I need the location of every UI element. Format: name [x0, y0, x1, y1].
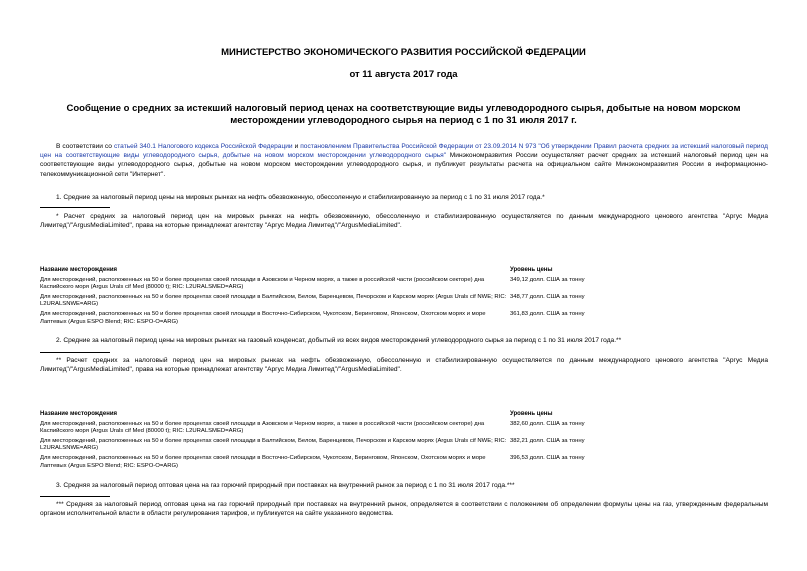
price-value: 382,60 долл. США за тонну	[510, 420, 585, 427]
government-decree-link[interactable]: постановлением Правительства Российской Федерации от 23.09.2014 N 973 "Об утверждении Правил расчета средних за истекший налоговый период цен на соответствующие виды углеводородного сырья, добытые на новом морском месторождении углеводородного сырья"	[40, 143, 768, 160]
section-1-price-table	[40, 267, 620, 328]
section-1-footnote: * Расчет средних за налоговый период цен на мировых рынках на нефть обезвоженную, обессоленную и стабилизированную осуществляется по данным международного ценового агентства "Аргус Медиа Лимитед"/"ArgusMediaLimited", права на которые принадлежат агентству "Аргус Медиа Лимитед"/"ArgusMediaLimited".	[40, 213, 768, 230]
table-row	[40, 455, 620, 472]
tax-code-link[interactable]: статьей 340.1 Налогового кодекса Российской Федерации	[113, 143, 293, 150]
intro-mid: и	[292, 143, 301, 150]
field-name: Для месторождений, расположенных на 50 и более процентах своей площади в Азовском и Черном морях, а также в российской части (российском секторе) дна Каспийского моря (Argus Urals cif Med (80000 t); RIC: L2URALSMED=ARG)	[40, 420, 485, 435]
intro-prefix: В соответствии со	[56, 143, 114, 150]
price-value: 348,77 долл. США за тонну	[510, 293, 585, 300]
section-2-heading: 2. Средние за налоговый период цены на мировых рынках на газовый конденсат, добытый из всех видов месторождений углеводородного сырья за период с 1 по 31 июля 2017 года.**	[56, 337, 622, 344]
column-header-name: Название месторождения	[40, 411, 118, 417]
field-name: Для месторождений, расположенных на 50 и более процентах своей площади в Восточно-Сибирском, Чукотском, Беринговом, Японском, Охотском морях и море Лаптевых (Argus ESPO Blend; RIC: ESPO-O=ARG)	[40, 454, 486, 469]
table-header-row	[40, 267, 620, 277]
footnote-divider	[40, 207, 110, 208]
intro-paragraph	[40, 142, 768, 179]
table-row	[40, 438, 620, 455]
field-name: Для месторождений, расположенных на 50 и более процентах своей площади в Восточно-Сибирском, Чукотском, Беринговом, Японском, Охотском морях и море Лаптевых (Argus ESPO Blend; RIC: ESPO-O=ARG)	[40, 310, 486, 325]
section-3-heading: 3. Средняя за налоговый период оптовая цена на газ горючий природный при поставках на внутренний рынок за период с 1 по 31 июля 2017 года.***	[56, 482, 515, 489]
section-1-heading: 1. Средние за налоговый период цены на мировых рынках на нефть обезвоженную, обессоленную и стабилизированную за период с 1 по 31 июля 2017 года.*	[56, 194, 545, 201]
price-value: 361,83 долл. США за тонну	[510, 310, 585, 317]
table-header-row	[40, 411, 620, 421]
column-header-price: Уровень цены	[510, 267, 553, 273]
table-row	[40, 294, 620, 311]
document-title: Сообщение о средних за истекший налоговый период ценах на соответствующие виды углеводородного сырья, добытые на новом морском месторождении углеводородного сырья на период с 1 по 31 июля 2017 г.	[66, 103, 741, 126]
footnote-divider	[40, 352, 110, 353]
field-name: Для месторождений, расположенных на 50 и более процентах своей площади в Азовском и Черном морях, а также в российской части (российском секторе) дна Каспийского моря (Argus Urals cif Med (80000 t); RIC: L2URALSMED=ARG)	[40, 276, 485, 291]
ministry-heading: МИНИСТЕРСТВО ЭКОНОМИЧЕСКОГО РАЗВИТИЯ РОССИЙСКОЙ ФЕДЕРАЦИИ	[221, 47, 586, 58]
price-value: 396,53 долл. США за тонну	[510, 454, 585, 461]
price-value: 382,21 долл. США за тонну	[510, 437, 585, 444]
column-header-price: Уровень цены	[510, 411, 553, 417]
table-row	[40, 311, 620, 328]
field-name: Для месторождений, расположенных на 50 и более процентах своей площади в Балтийском, Белом, Баренцевом, Печорском и Карском морях (Argus Urals cif NWE; RIC: L2URALSNWE=ARG)	[40, 293, 507, 308]
price-value: 349,12 долл. США за тонну	[510, 276, 585, 283]
intro-suffix: Минэкономразвития России осуществляет расчет средних за истекший налоговый период цен на соответствующие виды углеводородного сырья, добытые на новом морском месторождении углеводородного сырья, и публикует результаты расчета на официальном сайте Минэкономразвития России в информационно-телекоммуникационной сети "Интернет".	[40, 152, 768, 178]
section-3-footnote: *** Средняя за налоговый период оптовая цена на газ горючий природный при поставках на внутренний рынок, определяется в соответствии с положением об определении формулы цены на газ, утвержденным федеральным органом исполнительной власти в области регулирования тарифов, и публикуется на сайте указанного ведомства.	[40, 501, 768, 518]
section-2-price-table	[40, 411, 620, 472]
column-header-name: Название месторождения	[40, 267, 118, 273]
section-2-footnote: ** Расчет средних за налоговый период цен на мировых рынках на нефть обезвоженную, обессоленную и стабилизированную осуществляется по данным международного ценового агентства "Аргус Медиа Лимитед"/"ArgusMediaLimited", права на которые принадлежат агентству "Аргус Медиа Лимитед"/"ArgusMediaLimited".	[40, 357, 768, 374]
table-row	[40, 421, 620, 438]
document-date: от 11 августа 2017 года	[349, 69, 458, 80]
field-name: Для месторождений, расположенных на 50 и более процентах своей площади в Балтийском, Белом, Баренцевом, Печорском и Карском морях (Argus Urals cif NWE; RIC: L2URALSNWE=ARG)	[40, 437, 507, 452]
footnote-divider	[40, 496, 110, 497]
table-row	[40, 277, 620, 294]
